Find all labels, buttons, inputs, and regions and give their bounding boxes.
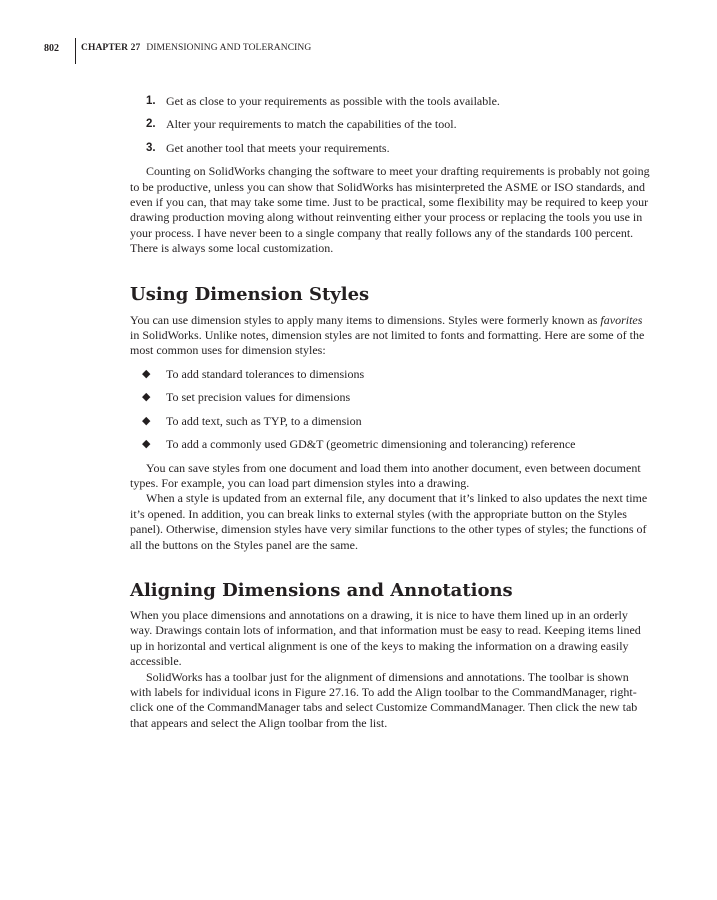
list-number: 2. <box>146 118 156 131</box>
section-heading-dimension-styles: Using Dimension Styles <box>130 283 370 305</box>
list-number: 1. <box>146 95 156 107</box>
list-text: Alter your requirements to match the capabilities of the tool. <box>166 117 457 132</box>
chapter-label: CHAPTER 27 <box>81 43 141 53</box>
diamond-bullet-icon: ◆ <box>142 414 151 427</box>
list-text: Get another tool that meets your requirements. <box>166 140 390 155</box>
page-body <box>130 94 650 731</box>
bullet-list <box>130 367 650 453</box>
diamond-bullet-icon: ◆ <box>142 438 151 451</box>
header-divider <box>75 38 76 64</box>
paragraph-counting: Counting on SolidWorks changing the software to meet your drafting requirements is probably not going to be productive, unless you can show that SolidWorks has misinterpreted the ASME or ISO standards, and even if you can, that may take some time. Just to be practical, some flexibility may be required to keep your drawing production moving along without reinventing either your process or replacing the tools you use in your process. I have never been to a single company that really follows any of the standards 100 percent. There is always some local customization. <box>130 164 650 256</box>
list-item <box>130 390 650 405</box>
paragraph-aligning-intro: When you place dimensions and annotations on a drawing, it is nice to have them lined up in an orderly way. Drawings contain lots of information, and that information must be easy to read. Keeping items lined up in horizontal and vertical alignment is one of the keys to making the information on a drawing easily accessible. <box>130 607 641 669</box>
paragraph-styles-intro: You can use dimension styles to apply many items to dimensions. Styles were formerly known as favorites in SolidWorks. Unlike notes, dimension styles are not limited to fonts and formatting. Here are some of the most common uses for dimension styles: <box>130 312 645 358</box>
paragraph-save-styles: You can save styles from one document and load them into another document, even between document types. For example, you can load part dimension styles into a drawing. <box>130 460 641 490</box>
bullet-text: To add a commonly used GD&T (geometric dimensioning and tolerancing) reference <box>166 437 576 452</box>
chapter-title: DIMENSIONING AND TOLERANCING <box>146 43 312 53</box>
list-text: Get as close to your requirements as possible with the tools available. <box>166 94 500 108</box>
chapter-heading <box>81 43 311 53</box>
list-number: 3. <box>146 141 156 154</box>
list-item <box>130 141 650 156</box>
list-item <box>130 367 650 382</box>
list-item <box>130 94 650 109</box>
bullet-text: To set precision values for dimensions <box>166 390 351 405</box>
page-number: 802 <box>44 43 59 54</box>
paragraph-external-styles: When a style is updated from an external file, any document that it’s linked to also updates the next time it’s opened. In addition, you can break links to external styles (with the appropriate button on the Styles panel). Otherwise, dimension styles have very similar functions to the other types of styles; the functions of all the buttons on the Styles panel are the same. <box>130 491 648 552</box>
section-heading-aligning: Aligning Dimensions and Annotations <box>130 579 513 601</box>
list-item <box>130 437 650 452</box>
diamond-bullet-icon: ◆ <box>142 391 151 404</box>
paragraph-align-toolbar: SolidWorks has a toolbar just for the alignment of dimensions and annotations. The toolbar is shown with labels for individual icons in Figure 27.16. To add the Align toolbar to the CommandManager, right-click one of the CommandManager tabs and select Customize CommandManager. Then click the new tab that appears and select the Align toolbar from the list. <box>130 669 638 730</box>
diamond-bullet-icon: ◆ <box>142 367 151 380</box>
bullet-text: To add text, such as TYP, to a dimension <box>166 413 362 428</box>
list-item <box>130 414 650 429</box>
favorites-term: favorites <box>600 312 643 327</box>
list-item <box>130 117 650 132</box>
bullet-text: To add standard tolerances to dimensions <box>166 366 365 381</box>
numbered-list <box>130 94 650 156</box>
running-header <box>0 36 717 66</box>
